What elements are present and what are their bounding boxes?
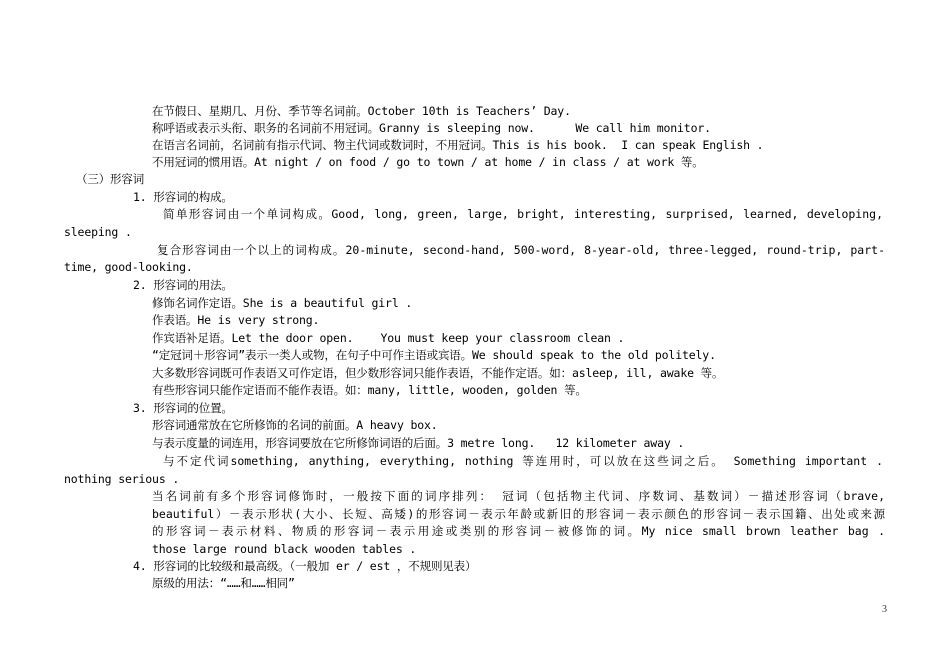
text-line-word-order-1: 当名词前有多个形容词修饰时，一般按下面的词序排列： 冠词（包括物主代词、序数词、基数词）－描述形容词（brave,	[152, 489, 885, 503]
subheading-formation: 1. 形容词的构成。	[133, 190, 233, 204]
text-line-compound-adjectives: 复合形容词由一个以上的词构成。20-minute, second-hand, 500-word, 8-year-old, three-legged, round-trip, part-	[157, 243, 885, 257]
text-line-simple-adjectives: 简单形容词由一个单词构成。Good, long, green, large, bright, interesting, surprised, learned, developing,	[163, 207, 883, 221]
text-line-predicative: 作表语。He is very strong.	[152, 313, 320, 327]
text-line-word-order-2: beautiful）－表示形状(大小、长短、高矮)的形容词－表示年龄或新旧的形容词－表示颜色的形容词－表示国籍、出处或来源	[152, 507, 885, 521]
text-line-predicative-only: 大多数形容词既可作表语又可作定语，但少数形容词只能作表语，不能作定语。如：asleep, ill, awake 等。	[152, 366, 724, 380]
subheading-comparison: 4. 形容词的比较级和最高级。（一般加 er / est ，不规则见表）	[133, 559, 477, 573]
text-line-simple-adjectives-cont: sleeping .	[64, 225, 132, 239]
text-line-word-order-3: 的形容词－表示材料、物质的形容词－表示用途或类别的形容词－被修饰的词。My nice small brown leather bag .	[152, 524, 885, 538]
section-heading-adjectives: （三）形容词	[76, 172, 145, 186]
text-line-language-nouns: 在语言名词前，名词前有指示代词、物主代词或数词时，不用冠词。This is his book. I can speak English .	[152, 138, 764, 152]
text-line-holidays: 在节假日、星期几、月份、季节等名词前。October 10th is Teachers’ Day.	[152, 104, 571, 118]
text-line-indefinite-pronouns-cont: nothing serious .	[64, 472, 180, 486]
text-line-attributive-only: 有些形容词只能作定语而不能作表语。如：many, little, wooden, golden 等。	[152, 383, 587, 397]
text-line-idioms: 不用冠词的惯用语。At night / on food / go to town / at home / in class / at work 等。	[152, 155, 704, 169]
text-line-compound-adjectives-cont: time, good-looking.	[64, 260, 193, 274]
text-line-the-adjective: “定冠词＋形容词”表示一类人或物，在句子中可作主语或宾语。We should speak to the old politely.	[152, 348, 716, 362]
text-line-measure-words: 与表示度量的词连用，形容词要放在它所修饰词语的后面。3 metre long. 12 kilometer away .	[152, 436, 685, 450]
text-line-before-noun: 形容词通常放在它所修饰的名词的前面。A heavy box.	[152, 418, 438, 432]
subheading-usage: 2. 形容词的用法。	[133, 278, 233, 292]
text-line-indefinite-pronouns: 与不定代词something, anything, everything, nothing 等连用时，可以放在这些词之后。 Something important .	[163, 454, 883, 468]
text-line-object-complement: 作宾语补足语。Let the door open. You must keep your classroom clean .	[152, 331, 625, 345]
text-line-attributive: 修饰名词作定语。She is a beautiful girl .	[152, 296, 413, 310]
subheading-position: 3. 形容词的位置。	[133, 401, 233, 415]
text-line-word-order-example: those large round black wooden tables .	[152, 542, 417, 556]
text-line-positive-degree: 原级的用法：“……和……相同”	[152, 576, 295, 590]
text-line-titles: 称呼语或表示头衔、职务的名词前不用冠词。Granny is sleeping now. We call him monitor.	[152, 121, 711, 135]
page-number: 3	[882, 604, 887, 615]
